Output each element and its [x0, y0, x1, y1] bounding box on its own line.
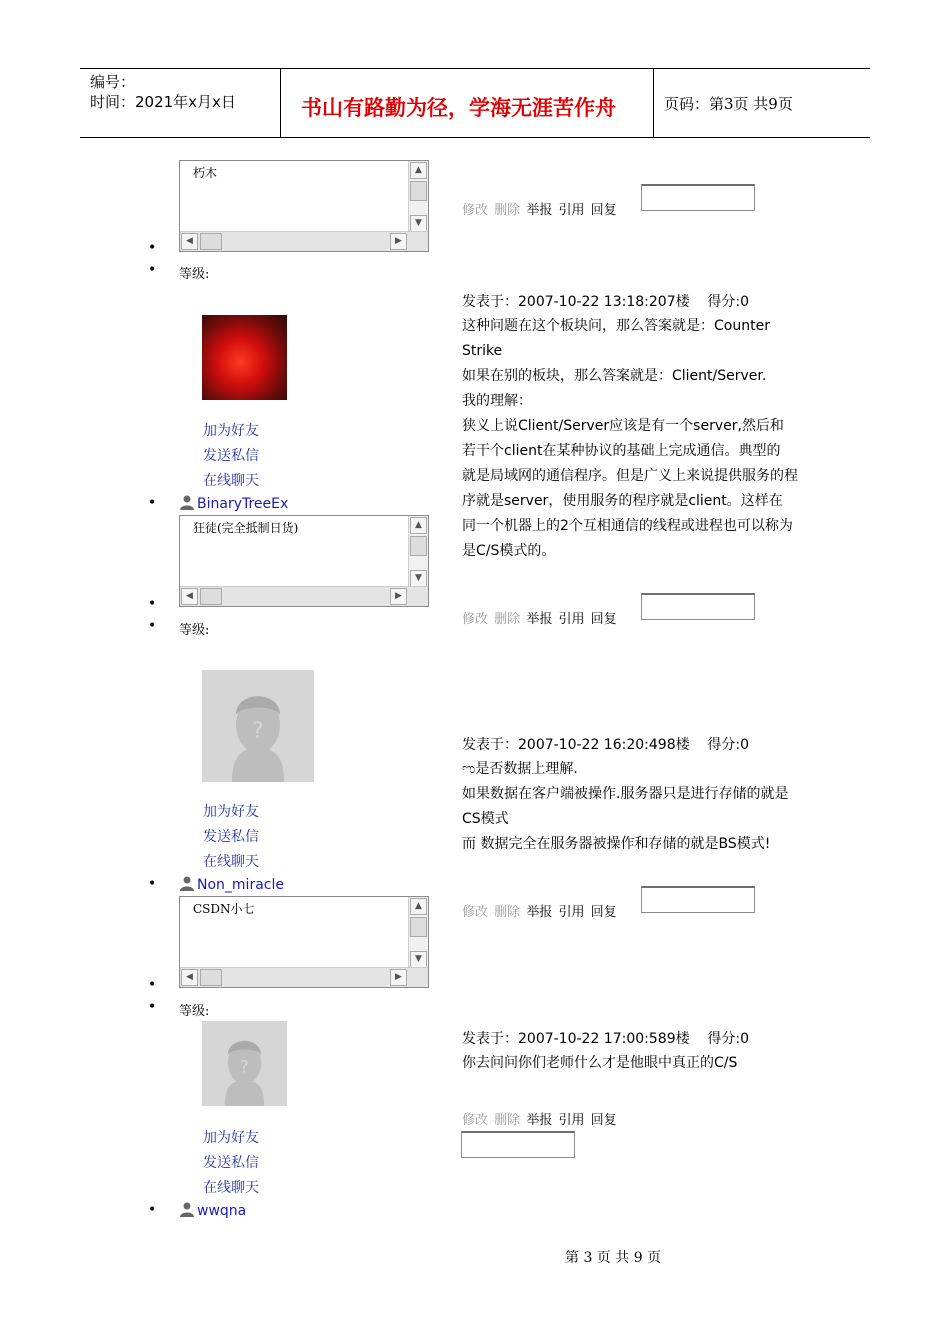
list-bullet: •	[148, 1202, 157, 1218]
chat-link[interactable]: 在线聊天	[203, 1180, 259, 1196]
quote-link[interactable]: 引用	[558, 905, 585, 920]
scroll-right-icon[interactable]: ▶	[390, 969, 407, 986]
scroll-down-icon[interactable]: ▼	[410, 215, 427, 232]
edit-link[interactable]: 修改	[462, 1113, 489, 1128]
user-icon	[179, 875, 195, 891]
username: wwqna	[197, 1203, 247, 1219]
scroll-thumb[interactable]	[410, 181, 427, 201]
user-icon	[179, 1201, 195, 1217]
header-motto-cell	[281, 69, 654, 137]
send-message-link[interactable]: 发送私信	[203, 829, 259, 845]
vertical-scrollbar[interactable]	[408, 161, 428, 233]
edit-link[interactable]: 修改	[462, 612, 489, 627]
quote-link[interactable]: 引用	[558, 1113, 585, 1128]
post-line: 这种问题在这个板块问，那么答案就是：Counter	[462, 318, 770, 334]
scroll-down-icon[interactable]: ▼	[410, 951, 427, 968]
send-message-link[interactable]: 发送私信	[203, 448, 259, 464]
list-bullet: •	[148, 876, 157, 892]
delete-link[interactable]: 删除	[494, 1113, 521, 1128]
vertical-scrollbar[interactable]	[408, 897, 428, 969]
report-link[interactable]: 举报	[526, 1113, 553, 1128]
list-bullet: •	[148, 596, 157, 612]
scroll-thumb[interactable]	[200, 588, 222, 605]
post-actions	[462, 199, 617, 218]
level-label: 等级:	[179, 1004, 210, 1019]
header-left-cell	[80, 69, 281, 137]
level-label: 等级:	[179, 267, 210, 282]
send-message-link[interactable]: 发送私信	[203, 1155, 259, 1171]
post-actions	[462, 901, 617, 920]
delete-link[interactable]: 删除	[494, 203, 521, 218]
username-link[interactable]	[179, 875, 284, 893]
scroll-left-icon[interactable]: ◀	[181, 969, 198, 986]
signature-box[interactable]	[179, 896, 429, 988]
svg-text:?: ?	[239, 1057, 249, 1077]
motto: 书山有路勤为径，学海无涯苦作舟	[301, 95, 616, 120]
post-body	[462, 314, 822, 564]
post-body	[462, 1051, 822, 1076]
quote-link[interactable]: 引用	[558, 612, 585, 627]
avatar[interactable]	[202, 670, 314, 782]
list-bullet: •	[148, 977, 157, 993]
post-line: 如果数据在客户端被操作.服务器只是进行存储的就是	[462, 786, 789, 802]
post-actions	[462, 608, 617, 627]
delete-link[interactable]: 删除	[494, 612, 521, 627]
default-avatar-icon	[202, 1021, 287, 1106]
page-label: 页码：第3页 共9页	[664, 95, 793, 113]
post-line: 我的理解：	[462, 393, 532, 409]
reply-input[interactable]	[641, 593, 755, 620]
avatar[interactable]	[202, 315, 287, 400]
horizontal-scrollbar[interactable]	[180, 967, 428, 987]
reply-link[interactable]: 回复	[590, 612, 617, 627]
signature-box[interactable]	[179, 515, 429, 607]
scroll-left-icon[interactable]: ◀	[181, 588, 198, 605]
scroll-right-icon[interactable]: ▶	[390, 233, 407, 250]
username: Non_miracle	[197, 877, 284, 893]
time-label: 时间：2021年x月x日	[90, 93, 236, 111]
list-bullet: •	[148, 618, 157, 634]
quote-link[interactable]: 引用	[558, 203, 585, 218]
post-body	[462, 757, 822, 857]
emoticon-icon: ಌ	[462, 761, 476, 777]
user-icon	[179, 494, 195, 510]
username-link[interactable]	[179, 494, 288, 512]
svg-text:?: ?	[252, 719, 264, 744]
chat-link[interactable]: 在线聊天	[203, 854, 259, 870]
list-bullet: •	[148, 999, 157, 1015]
list-bullet: •	[148, 495, 157, 511]
chat-link[interactable]: 在线聊天	[203, 473, 259, 489]
avatar[interactable]	[202, 1021, 287, 1106]
list-bullet: •	[148, 262, 157, 278]
post-line: 是C/S模式的。	[462, 543, 556, 559]
scroll-left-icon[interactable]: ◀	[181, 233, 198, 250]
list-bullet: •	[148, 240, 157, 256]
post-line: 若干个client在某种协议的基础上完成通信。典型的	[462, 443, 781, 459]
report-link[interactable]: 举报	[526, 612, 553, 627]
reply-link[interactable]: 回复	[590, 905, 617, 920]
add-friend-link[interactable]: 加为好友	[203, 804, 259, 820]
reply-link[interactable]: 回复	[590, 1113, 617, 1128]
level-label: 等级:	[179, 623, 210, 638]
number-label: 编号：	[90, 73, 136, 91]
username-link[interactable]	[179, 1201, 246, 1219]
page-footer: 第 3 页 共 9 页	[565, 1250, 662, 1266]
scroll-thumb[interactable]	[200, 969, 222, 986]
post-line: 狭义上说Client/Server应该是有一个server,然后和	[462, 418, 784, 434]
reply-input[interactable]	[461, 1131, 575, 1158]
vertical-scrollbar[interactable]	[408, 516, 428, 588]
post-line: Strike	[462, 343, 503, 359]
scroll-thumb[interactable]	[410, 536, 427, 556]
document-header	[80, 68, 870, 138]
report-link[interactable]: 举报	[526, 905, 553, 920]
default-avatar-icon	[202, 670, 314, 782]
post-line: CS模式	[462, 811, 509, 827]
signature-text: 朽木	[193, 166, 218, 180]
scroll-down-icon[interactable]: ▼	[410, 570, 427, 587]
scroll-thumb[interactable]	[410, 917, 427, 937]
edit-link[interactable]: 修改	[462, 905, 489, 920]
username: BinaryTreeEx	[197, 496, 289, 512]
scroll-up-icon[interactable]: ▲	[410, 162, 427, 179]
post-line: 而 数据完全在服务器被操作和存储的就是BS模式!	[462, 836, 771, 852]
reply-link[interactable]: 回复	[590, 203, 617, 218]
post-line: 序就是server，使用服务的程序就是client。这样在	[462, 493, 783, 509]
reply-input[interactable]	[641, 184, 755, 211]
add-friend-link[interactable]: 加为好友	[203, 423, 259, 439]
signature-text: 狂徒(完全抵制日货)	[193, 521, 299, 535]
header-page-cell	[654, 69, 870, 137]
horizontal-scrollbar[interactable]	[180, 231, 428, 251]
scroll-thumb[interactable]	[200, 233, 222, 250]
report-link[interactable]: 举报	[526, 203, 553, 218]
horizontal-scrollbar[interactable]	[180, 586, 428, 606]
delete-link[interactable]: 删除	[494, 905, 521, 920]
post-line: 如果在别的板块，那么答案就是：Client/Server.	[462, 368, 767, 384]
scroll-right-icon[interactable]: ▶	[390, 588, 407, 605]
add-friend-link[interactable]: 加为好友	[203, 1130, 259, 1146]
post-meta: 发表于：2007-10-22 13:18:207楼 得分:0	[462, 294, 750, 310]
reply-input[interactable]	[641, 886, 755, 913]
signature-box[interactable]	[179, 160, 429, 252]
post-actions	[462, 1109, 617, 1128]
scroll-up-icon[interactable]: ▲	[410, 517, 427, 534]
post-meta: 发表于：2007-10-22 17:00:589楼 得分:0	[462, 1031, 750, 1047]
post-line: 你去问问你们老师什么才是他眼中真正的C/S	[462, 1055, 738, 1071]
edit-link[interactable]: 修改	[462, 203, 489, 218]
post-meta: 发表于：2007-10-22 16:20:498楼 得分:0	[462, 737, 750, 753]
signature-text: CSDN小七	[193, 902, 255, 916]
post-line: 就是局域网的通信程序。但是广义上来说提供服务的程	[462, 468, 798, 484]
post-line: ಌ是否数据上理解.	[462, 761, 578, 777]
scroll-up-icon[interactable]: ▲	[410, 898, 427, 915]
post-line: 同一个机器上的2个互相通信的线程或进程也可以称为	[462, 518, 793, 534]
